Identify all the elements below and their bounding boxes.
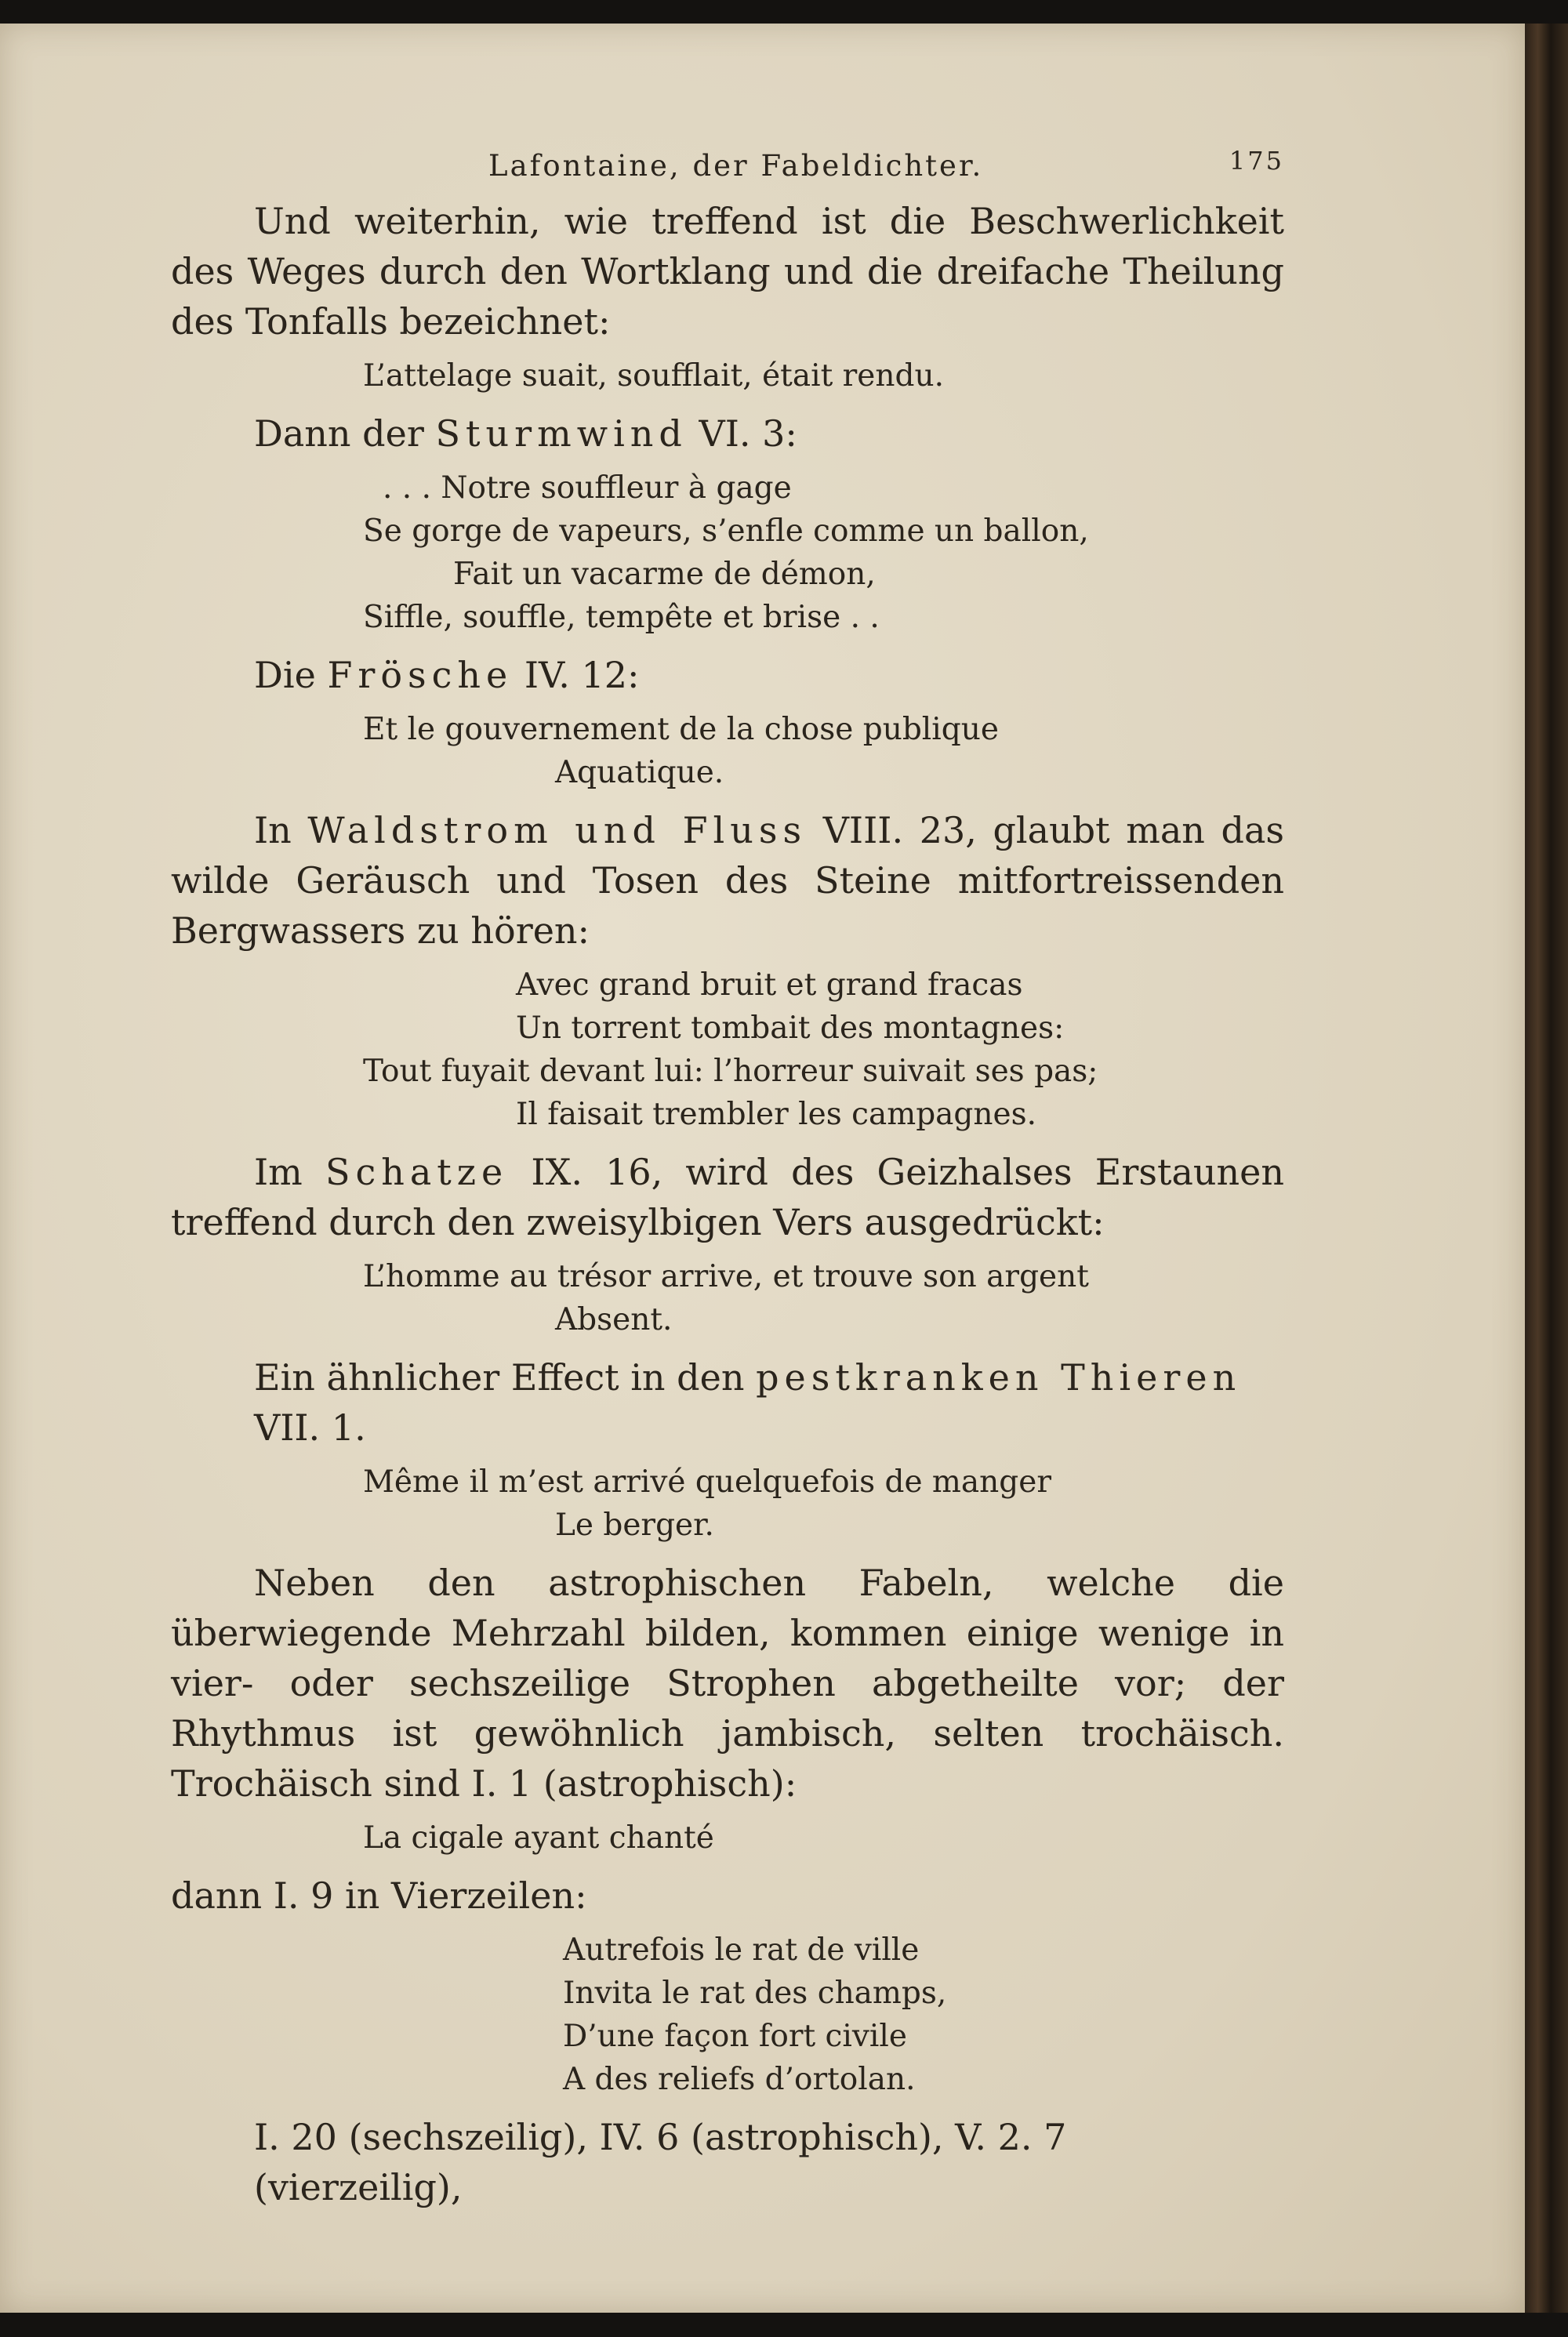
paragraph: I. 20 (sechszeilig), IV. 6 (astrophisch), V. 2. 7 (vierzeilig),: [254, 2116, 1067, 2208]
verse-quote: [171, 708, 1284, 794]
verse-line: Un torrent tombait des montagnes:: [516, 1011, 1065, 1046]
verse-line: Fait un vacarme de démon,: [453, 557, 876, 592]
paragraph: Und weiterhin, wie treffend ist die Beschwerlichkeit des Weges durch den Wortklang und die dreifache Theilung des Tonfalls bezeichnet:: [171, 200, 1284, 343]
verse-quote: [171, 963, 1284, 1136]
verse-line: Avec grand bruit et grand fracas: [516, 967, 1023, 1003]
verse-line: A des reliefs d’ortolan.: [563, 2062, 916, 2097]
verse-line: . . . Notre souffleur à gage: [383, 470, 792, 506]
emphasis-spaced: Waldstrom und Fluss: [307, 809, 808, 851]
verse-quote: [171, 1255, 1284, 1341]
emphasis-spaced: pestkranken Thieren: [756, 1356, 1242, 1399]
text-span: VII. 1.: [254, 1406, 366, 1449]
emphasis-spaced: Frösche: [327, 654, 514, 696]
text-span: VI. 3:: [687, 412, 797, 455]
text-span: VIII. 23, glaubt man das wilde Geräusch und Tosen des Steine mitfortreissenden Bergwassers zu hören:: [171, 809, 1284, 952]
verse-line: Même il m’est arrivé quelquefois de manger: [363, 1464, 1051, 1500]
emphasis-spaced: Sturmwind: [435, 412, 688, 455]
verse-line: Siffle, souffle, tempête et brise . .: [363, 600, 880, 635]
paragraph: [171, 650, 1284, 700]
verse-line: Invita le rat des champs,: [563, 1976, 947, 2011]
text-span: Im: [254, 1151, 325, 1193]
page-header: [171, 146, 1284, 196]
text-span: Dann der: [254, 412, 436, 455]
verse-line: Tout fuyait devant lui: l’horreur suivait ses pas;: [363, 1054, 1098, 1089]
verse-line: Il faisait trembler les campagnes.: [516, 1097, 1037, 1132]
paragraph: [171, 408, 1284, 459]
paragraph: [171, 1352, 1284, 1453]
verse-line: Autrefois le rat de ville: [563, 1932, 920, 1968]
paragraph: dann I. 9 in Vierzeilen:: [171, 1874, 587, 1917]
verse-line: L’homme au trésor arrive, et trouve son argent: [363, 1259, 1089, 1294]
running-title: Lafontaine, der Fabeldichter.: [488, 149, 984, 183]
verse-line: Et le gouvernement de la chose publique: [363, 712, 999, 747]
verse-quote: [171, 1461, 1284, 1547]
verse-quote: [171, 466, 1284, 639]
verse-line: Le berger.: [555, 1508, 714, 1543]
text-span: IV. 12:: [513, 654, 640, 696]
verse-line: Se gorge de vapeurs, s’enfle comme un ballon,: [363, 513, 1089, 549]
book-spine: [1525, 24, 1568, 2313]
text-span: IX. 16, wird des Geizhalses Erstaunen treffend durch den zweisylbigen Vers ausgedrückt:: [171, 1151, 1284, 1243]
verse-line: La cigale ayant chanté: [363, 1820, 714, 1856]
paragraph: [171, 1147, 1284, 1247]
verse-line: Aquatique.: [555, 755, 724, 790]
verse-line: Absent.: [555, 1302, 673, 1337]
text-span: In: [254, 809, 308, 851]
text-span: Ein ähnlicher Effect in den: [254, 1356, 757, 1399]
verse-line: L’attelage suait, soufflait, était rendu.: [363, 358, 944, 394]
page-text: [171, 146, 1284, 2212]
emphasis-spaced: Schatze: [325, 1151, 509, 1193]
page-number: 175: [1229, 146, 1284, 176]
verse-quote: [171, 1929, 1284, 2101]
verse-quote: [171, 354, 1284, 397]
text-span: Die: [254, 654, 328, 696]
verse-line: D’une façon fort civile: [563, 2019, 907, 2054]
paragraph: Neben den astrophischen Fabeln, welche die überwiegende Mehrzahl bilden, kommen einige wenige in vier- oder sechszeilige Strophen abgetheilte vor; der Rhythmus ist gewöhnlich jambisch, selten trochäisch. Trochäisch sind I. 1 (astrophisch):: [171, 1562, 1284, 1805]
paragraph: [171, 805, 1284, 956]
verse-quote: [171, 1816, 1284, 1860]
